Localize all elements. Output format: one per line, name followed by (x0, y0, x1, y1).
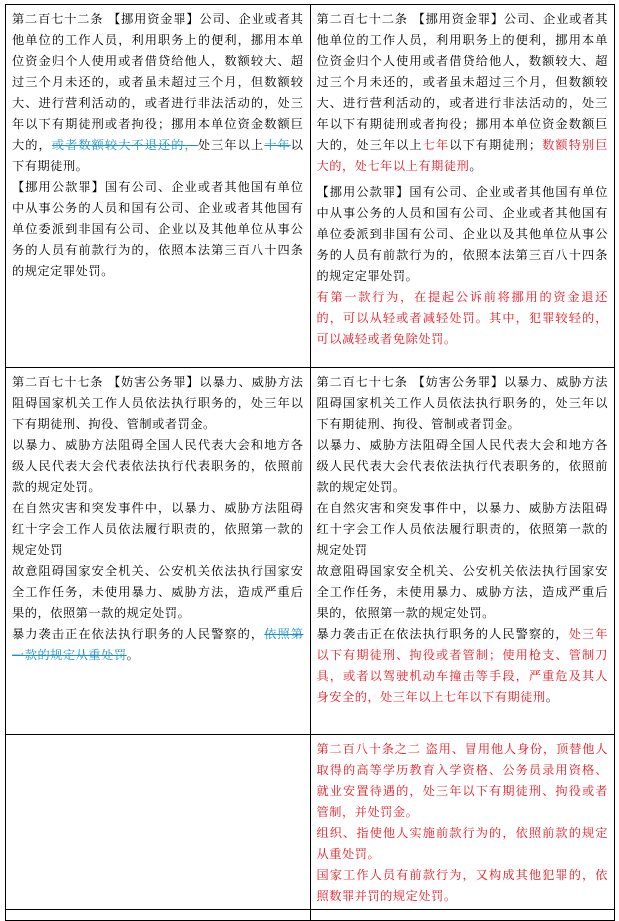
table-row (6, 5, 615, 368)
article-277-old-para4: 故意阻碍国家安全机关、公安机关依法执行国家安全工作任务，未使用暴力、威胁方法，造成严重后果的，依照第一款的规定处罚。 (12, 564, 304, 620)
comparison-table (5, 4, 615, 921)
article-280-2-para3: 国家工作人员有前款行为，又构成其他犯罪的，依照数罪并罚的规定处罚。 (316, 868, 608, 903)
article-277-new-para3: 在自然灾害和突发事件中，以暴力、威胁方法阻碍红十字会工作人员依法履行职责的，依照第一款的规定处罚 (316, 501, 608, 557)
article-272-new-para1: 第二百七十二条 【挪用资金罪】公司、企业或者其他单位的工作人员，利用职务上的便利，挪用本单位资金归个人使用或者借贷给他人，数额较大、超过三个月未还的，或者虽未超过三个月，但数额较大、进行营利活动的，或者进行非法活动的，处三年以下有期徒刑或者拘役；挪用本单位资金数额巨大的，处三年以上七年以下有期徒刑；数额特别巨大的，处七年以上有期徒刑。 (316, 12, 608, 173)
article-277-new-para2: 以暴力、威胁方法阻碍全国人民代表大会和地方各级人民代表大会代表依法执行代表职务的，依照前款的规定处罚。 (316, 438, 608, 494)
deleted-text: 十年 (264, 138, 291, 152)
old-text-cell (6, 5, 311, 368)
new-text-cell (310, 368, 615, 735)
old-text-cell-empty (6, 735, 311, 910)
table-row (6, 368, 615, 735)
article-277-old-para2: 以暴力、威胁方法阻碍全国人民代表大会和地方各级人民代表大会代表依法执行代表职务的，依照前款的规定处罚。 (12, 438, 304, 494)
article-277-new-para5: 暴力袭击正在依法执行职务的人民警察的，处三年以下有期徒刑、拘役或者管制；使用枪支、管制刀具，或者以驾驶机动车撞击等手段，严重危及其人身安全的，处三年以上七年以下有期徒刑。 (316, 627, 609, 704)
old-text-cell (6, 368, 311, 735)
article-280-2-para1: 第二百八十条之二 盗用、冒用他人身份，顶替他人取得的高等学历教育入学资格、公务员录用资格、就业安置待遇的，处三年以下有期徒刑、拘役或者管制，并处罚金。 (316, 742, 608, 819)
article-272-new-para3: 有第一款行为，在提起公诉前将挪用的资金退还的，可以从轻或者减轻处罚。其中，犯罪较轻的，可以减轻或者免除处罚。 (316, 290, 608, 346)
article-280-2-para2: 组织、指使他人实施前款行为的，依照前款的规定从重处罚。 (316, 826, 608, 861)
new-text-cell-empty (310, 910, 615, 921)
old-text-cell-empty (6, 910, 311, 921)
article-277-old-para1: 第二百七十七条 【妨害公务罪】以暴力、威胁方法阻碍国家机关工作人员依法执行职务的，处三年以下有期徒刑、拘役、管制或者罚金。 (12, 375, 304, 431)
added-text: 七年 (422, 138, 450, 152)
added-text: 数额特别巨大的，处七年以上有期徒刑 (316, 138, 608, 173)
article-277-new-para1: 第二百七十七条 【妨害公务罪】以暴力、威胁方法阻碍国家机关工作人员依法执行职务的，处三年以下有期徒刑、拘役、管制或者罚金。 (316, 375, 608, 431)
table-row (6, 735, 615, 910)
article-277-old-para3: 在自然灾害和突发事件中，以暴力、威胁方法阻碍红十字会工作人员依法履行职责的，依照第一款的规定处罚 (12, 501, 304, 557)
article-272-old-para1: 第二百七十二条 【挪用资金罪】公司、企业或者其他单位的工作人员，利用职务上的便利，挪用本单位资金归个人使用或者借贷给他人，数额较大、超过三个月未还的，或者虽未超过三个月，但数额较大、进行营利活动的，或者进行非法活动的，处三年以下有期徒刑或者拘役；挪用本单位资金数额巨大的，或者数额较大不退还的，处三年以上十年以下有期徒刑。 (12, 12, 304, 173)
new-text-cell (310, 5, 615, 368)
article-277-new-para4: 故意阻碍国家安全机关、公安机关依法执行国家安全工作任务，未使用暴力、威胁方法，造成严重后果的，依照第一款的规定处罚。 (316, 564, 608, 620)
article-272-new-para2: 【挪用公款罪】国有公司、企业或者其他国有单位中从事公务的人员和国有公司、企业或者其他国有单位委派到非国有公司、企业以及其他单位从事公务的人员有前款行为的，依照本法第三百八十四条的规定定罪处罚。 (316, 185, 608, 283)
article-272-old-para2: 【挪用公款罪】国有公司、企业或者其他国有单位中从事公务的人员和国有公司、企业或者其他国有单位委派到非国有公司、企业以及其他单位从事公务的人员有前款行为的，依照本法第三百八十四条的规定定罪处罚。 (12, 180, 304, 278)
added-text: 处三年以下有期徒刑、拘役或者管制；使用枪支、管制刀具，或者以驾驶机动车撞击等手段，严重危及其人身安全的，处三年以上七年以下有期徒刑 (316, 627, 609, 704)
new-text-cell (310, 735, 615, 910)
table-row (6, 910, 615, 921)
article-277-old-para5: 暴力袭击正在依法执行职务的人民警察的，依照第一款的规定从重处罚。 (12, 627, 304, 662)
deleted-text: 依照第一款的规定从重处罚 (12, 627, 304, 662)
deleted-text: 或者数额较大不退还的， (51, 138, 198, 152)
